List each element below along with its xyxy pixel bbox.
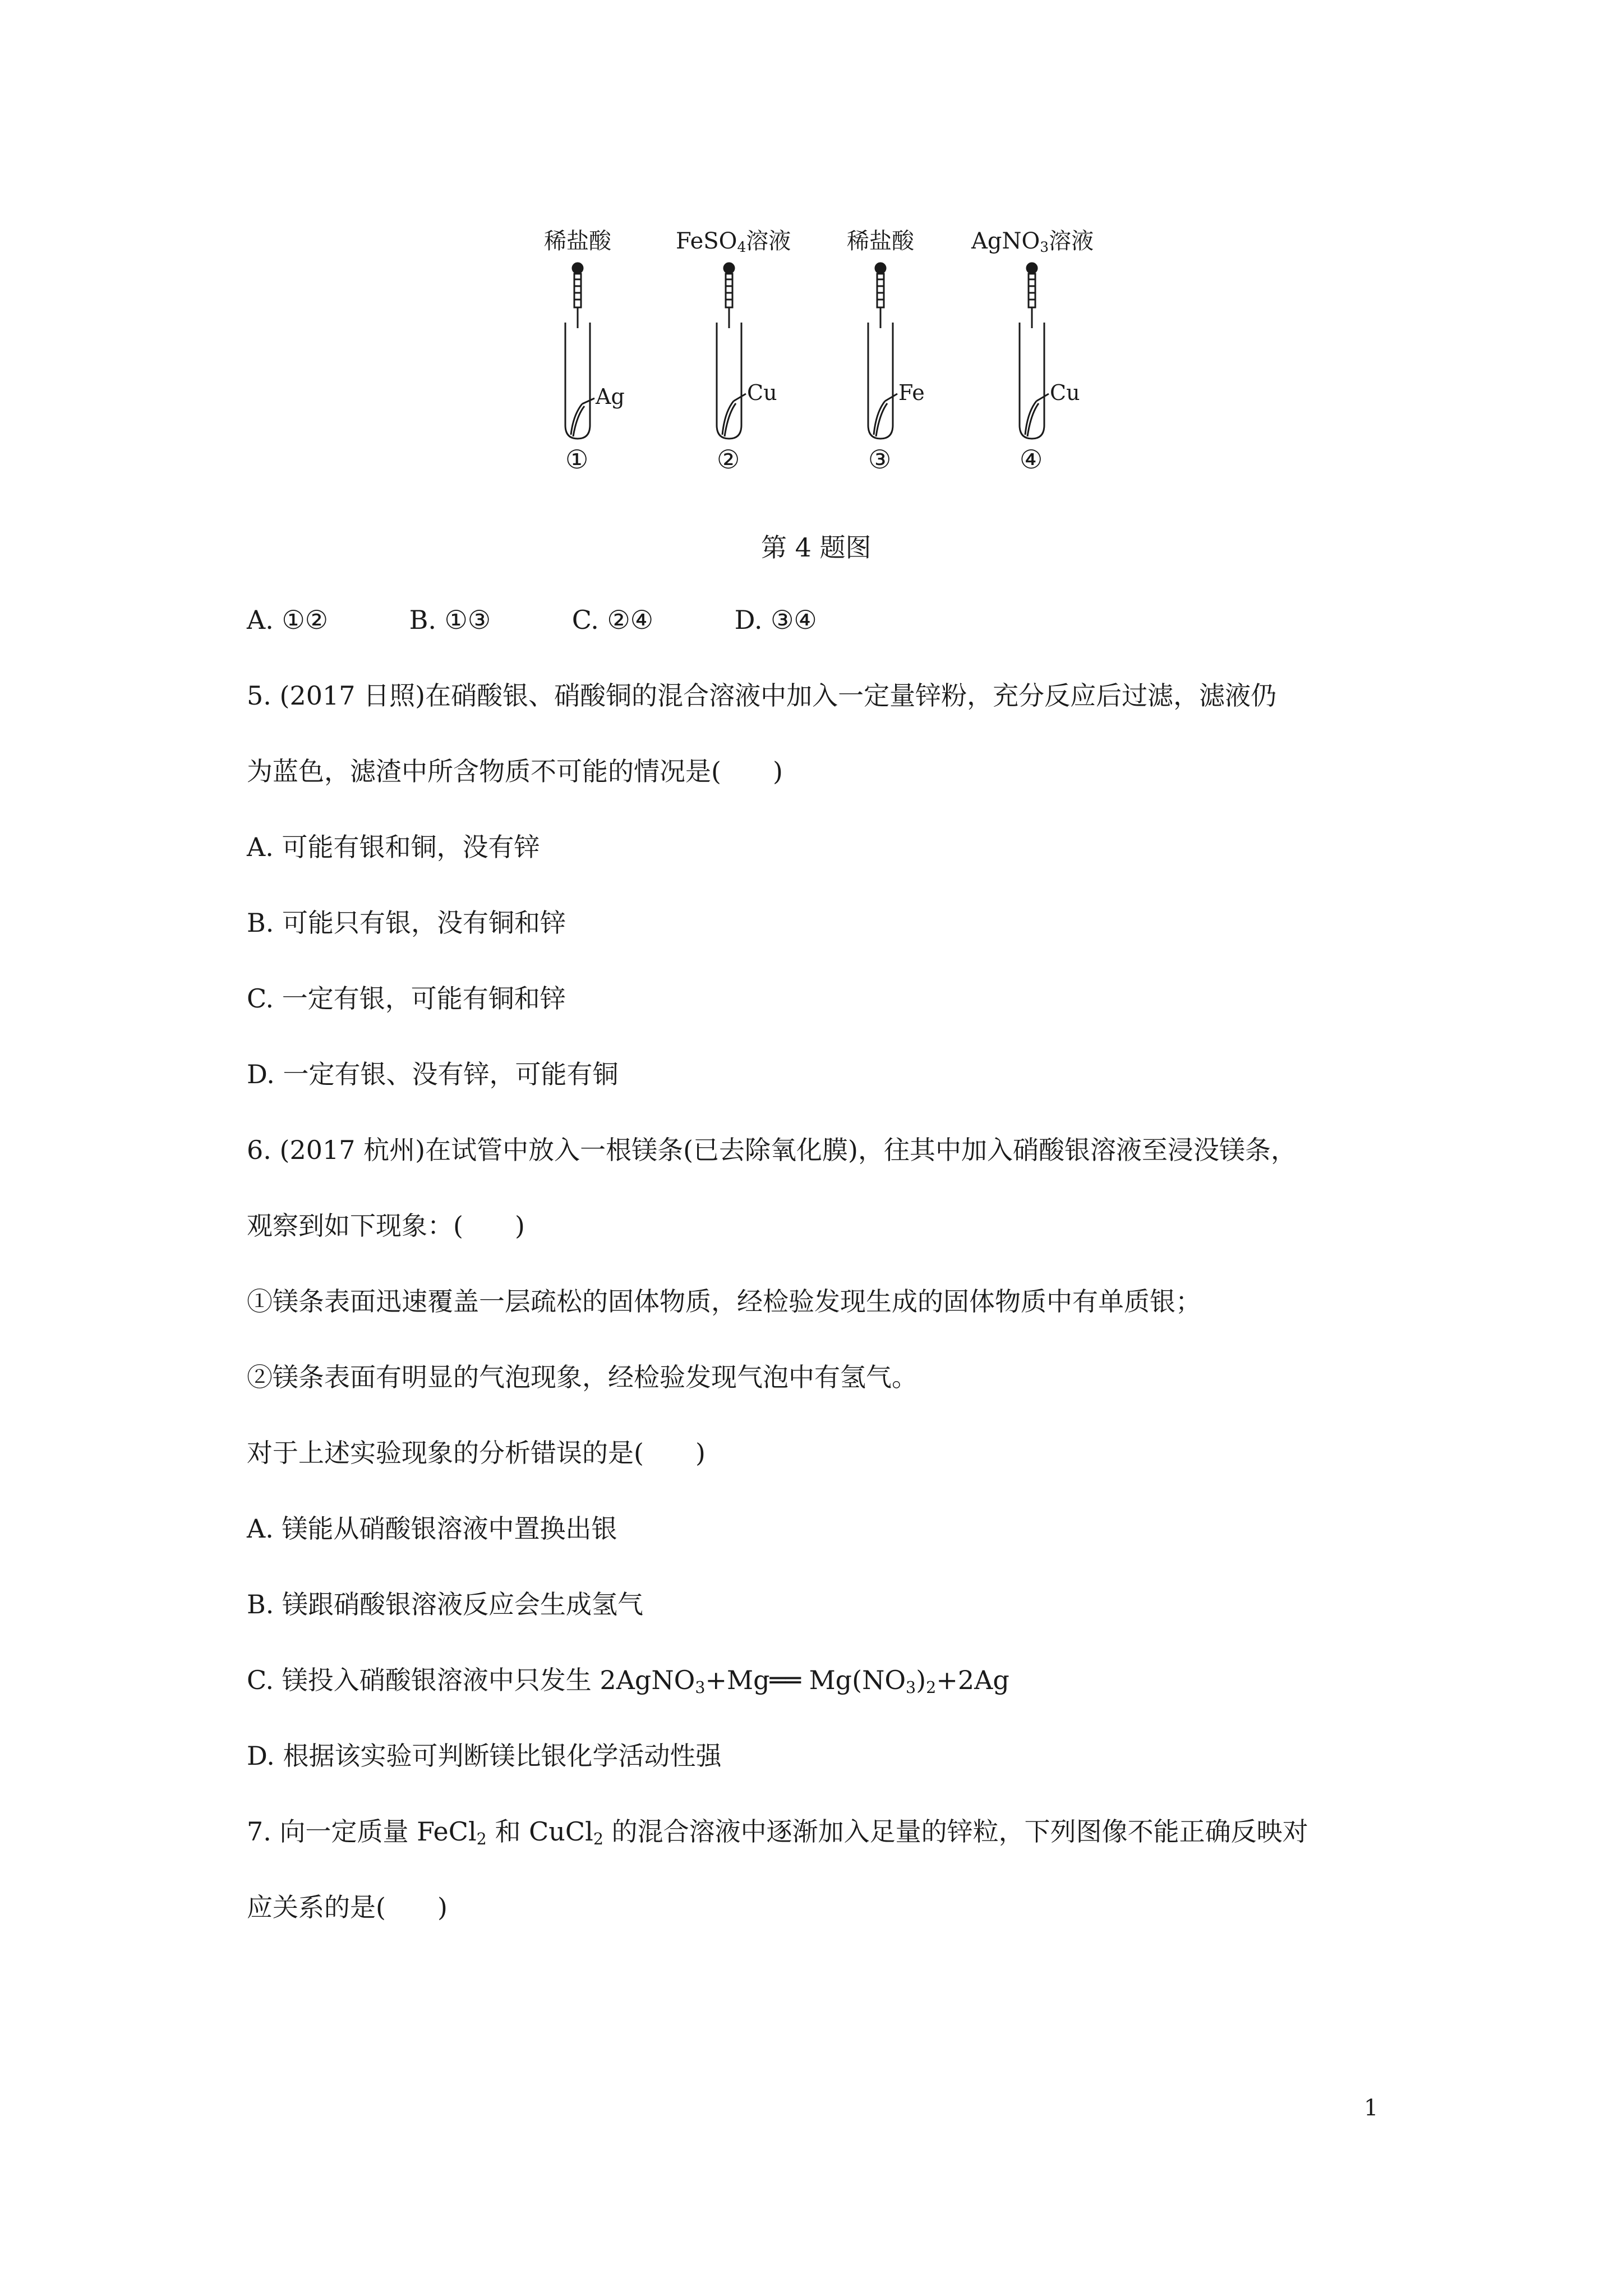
- q5-option-b: B. 可能只有银，没有铜和锌: [247, 908, 566, 938]
- q6-option-d: D. 根据该实验可判断镁比银化学活动性强: [247, 1741, 722, 1771]
- q6-observation-1: ①镁条表面迅速覆盖一层疏松的固体物质，经检验发现生成的固体物质中有单质银；: [247, 1286, 1201, 1317]
- figure-caption: 第 4 题图: [761, 532, 872, 563]
- q5-stem-line2: 为蓝色，滤渣中所含物质不可能的情况是( ): [247, 756, 783, 786]
- q4-option-d: D. ③④: [734, 605, 817, 635]
- tube-1: [565, 263, 594, 439]
- tube-number-1: ①: [565, 444, 589, 475]
- tube-3: [868, 263, 897, 439]
- q6-observation-2: ②镁条表面有明显的气泡现象，经检验发现气泡中有氢气。: [247, 1362, 917, 1392]
- reagent-label-2: FeSO$_4$溶液: [676, 228, 791, 256]
- metal-label-1: Ag: [596, 384, 625, 409]
- q6-question: 对于上述实验现象的分析错误的是( ): [247, 1438, 706, 1468]
- tube-number-3: ③: [868, 444, 892, 475]
- page-number: 1: [1364, 2095, 1378, 2121]
- reagent-label-3: 稀盐酸: [847, 228, 914, 254]
- tube-number-4: ④: [1020, 444, 1043, 475]
- q5-stem-line1: 5. (2017 日照)在硝酸银、硝酸铜的混合溶液中加入一定量锌粉，充分反应后过滤，滤液仍: [247, 680, 1277, 711]
- q7-stem-line1: 7. 向一定质量 FeCl$_2$ 和 CuCl$_2$ 的混合溶液中逐渐加入足量的锌粒，下列图像不能正确反映对: [247, 1816, 1308, 1849]
- reagent-label-1: 稀盐酸: [544, 228, 611, 254]
- q6-option-a: A. 镁能从硝酸银溶液中置换出银: [247, 1513, 617, 1544]
- q4-options: [247, 603, 817, 637]
- tube-number-2: ②: [717, 444, 740, 475]
- reagent-label-4: AgNO$_3$溶液: [971, 228, 1094, 256]
- metal-label-2: Cu: [747, 380, 777, 405]
- q4-option-c: C. ②④: [571, 605, 654, 635]
- q4-option-a: A. ①②: [247, 605, 328, 635]
- q6-option-b: B. 镁跟硝酸银溶液反应会生成氢气: [247, 1589, 644, 1619]
- tube-4: [1020, 263, 1049, 439]
- metal-label-3: Fe: [898, 380, 925, 405]
- q4-option-b: B. ①③: [409, 605, 491, 635]
- q5-option-c: C. 一定有银，可能有铜和锌: [247, 983, 566, 1014]
- tube-2: [717, 263, 746, 439]
- test-tube-figure: [505, 213, 1133, 505]
- q5-option-a: A. 可能有银和铜，没有锌: [247, 832, 540, 862]
- metal-label-4: Cu: [1050, 380, 1080, 405]
- q6-stem-line1: 6. (2017 杭州)在试管中放入一根镁条(已去除氧化膜)，往其中加入硝酸银溶液至浸没镁条，: [247, 1135, 1297, 1165]
- q6-option-c: C. 镁投入硝酸银溶液中只发生 2AgNO$_3$+Mg══ $Mg(NO_3)_2+2Ag$: [247, 1665, 1009, 1697]
- q7-stem-line2: 应关系的是( ): [247, 1892, 448, 1922]
- q6-stem-line2: 观察到如下现象：( ): [247, 1211, 525, 1241]
- q5-option-d: D. 一定有银、没有锌，可能有铜: [247, 1059, 619, 1089]
